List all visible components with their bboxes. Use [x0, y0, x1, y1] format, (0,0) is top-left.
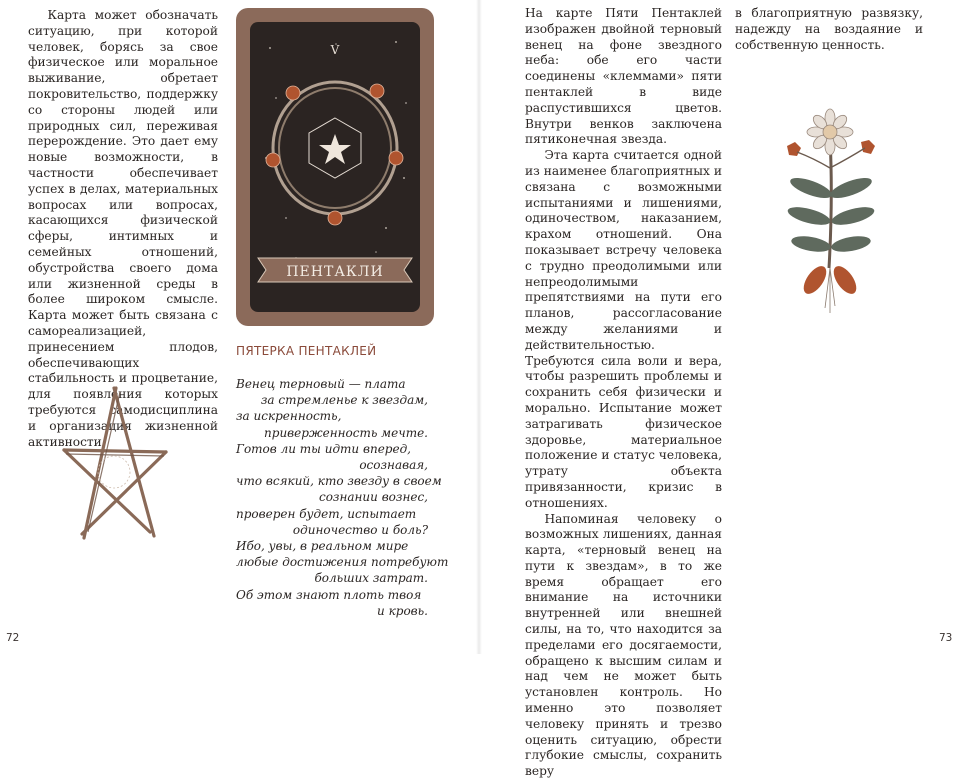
poem-line: что всякий, кто звезду в своем [236, 473, 428, 489]
card-numeral: V [330, 43, 340, 57]
poem-line: приверженность мечте. [236, 425, 428, 441]
left-paragraph-1: Карта может обозначать ситуацию, при которой человек, борясь за свое физическое или моральное выживание, обретает покровительство, поддержку со стороны людей или природных сил, переживая перерождение. Это дает ему новые возможности, в частности обеспечивает успех в делах, материальных вопросах или вопросах, касающихся физической сферы, интимных и семейных отношений, обустройства своего дома или жизненной среды в более широком смысле. Карта может быть связана с самореализацией, принесением плодов, обеспечивающих стабильность и процветание, для появления которых требуются самодисциплина и организация жизненной активности. [28, 8, 218, 450]
right-column-2-paragraph: в благоприятную развязку, надежду на воздаяние и собственную ценность. [735, 6, 923, 53]
page-number-right: 73 [939, 632, 952, 644]
right-paragraph-2: Эта карта считается одной из наименее благоприятных и связана с возможными испытаниями и лишениями, одиночеством, наказанием, крахом отношений. Она показывает встречу человека с трудно преодолимыми или непреодолимыми препятствиями на пути его планов, рассогласование между желаниями и действительностью. Требуются сила воли и вера, чтобы разрешить проблемы и сохранить себя физически и морально. Испытание может затрагивать физическое здоровье, материальное положение и статус человека, утрату объекта привязанности, кризис в отношениях. [525, 148, 722, 511]
poem-line: за искренность, [236, 408, 428, 424]
right-column-2-text [735, 6, 923, 53]
poem-line: за стремленье к звездам, [236, 392, 428, 408]
tarot-card-five-of-pentacles [236, 8, 434, 326]
page-number-left: 72 [6, 632, 19, 644]
card-banner-label: ПЕНТАКЛИ [286, 264, 383, 280]
twig-pentagram-illustration [54, 380, 174, 550]
poem-line: Готов ли ты идти вперед, [236, 441, 428, 457]
poem [236, 376, 428, 619]
right-paragraph-1: На карте Пяти Пентаклей изображен двойной терновый венец на фоне звездного неба: обе его части соединены «клеммами» пяти пентаклей в виде распустившихся цветов. Внутри венков заключена пятиконечная звезда. [525, 6, 722, 148]
poem-line: больших затрат. [236, 570, 428, 586]
right-page [479, 0, 958, 654]
section-title: ПЯТЕРКА ПЕНТАКЛЕЙ [236, 344, 376, 358]
right-column-1-text [525, 6, 722, 780]
poem-line: любые достижения потребуют [236, 554, 428, 570]
poem-line: и кровь. [236, 603, 428, 619]
poem-line: Венец терновый — плата [236, 376, 428, 392]
poem-line: проверен будет, испытает [236, 506, 428, 522]
poem-line: осознавая, [236, 457, 428, 473]
right-paragraph-3: Напоминая человеку о возможных лишениях, данная карта, «терновый венец на пути к звездам», в то же время обращает его внимание на источники внутренней или внешней силы, на то, что находится за пределами его досягаемости, обращено к высшим силам и над чем не может быть установлен контроль. Но именно это позволяет человеку принять и трезво оценить ситуацию, обрести глубокие смыслы, сохранить веру [525, 512, 722, 780]
left-page [0, 0, 479, 654]
poem-line: Ибо, увы, в реальном мире [236, 538, 428, 554]
poem-line: сознании вознес, [236, 489, 428, 505]
flower-illustration [775, 108, 885, 318]
poem-line: одиночество и боль? [236, 522, 428, 538]
poem-line: Об этом знают плоть твоя [236, 587, 428, 603]
